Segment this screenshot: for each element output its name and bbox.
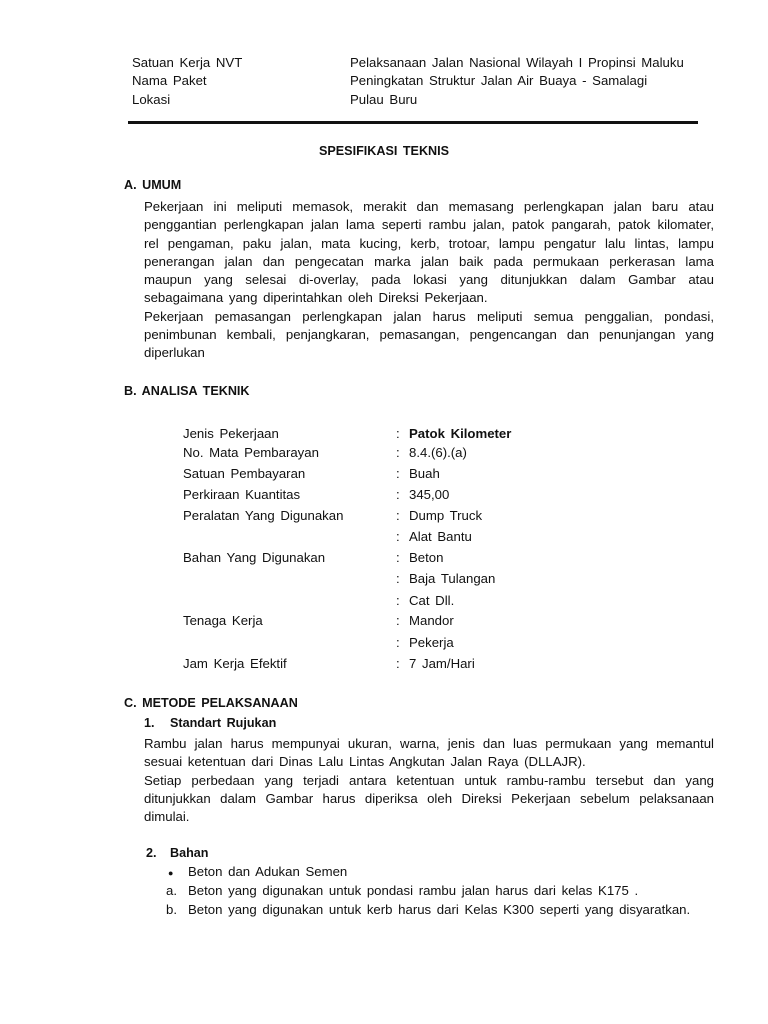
analisa-colon: : xyxy=(396,426,400,441)
analisa-value-bahan-1: Beton xyxy=(409,550,444,565)
subsection-1-paragraph-1: Rambu jalan harus mempunyai ukuran, warna, jenis dan luas permukaan yang memantul sesuai ketentuan dari Dinas Lalu Lintas Angkutan Jalan Raya (DLLAJR). xyxy=(144,736,714,770)
list-item-a-text: Beton yang digunakan untuk pondasi rambu jalan harus dari kelas K175 . xyxy=(188,883,639,898)
analisa-label-perkiraan-kuantitas: Perkiraan Kuantitas xyxy=(183,487,301,502)
header-label-lokasi: Lokasi xyxy=(132,92,171,107)
header-label-satuan-kerja: Satuan Kerja NVT xyxy=(132,55,243,70)
list-item-a-marker: a. xyxy=(166,883,177,898)
section-a-heading: A. UMUM xyxy=(124,178,182,192)
list-item-b-marker: b. xyxy=(166,902,177,917)
analisa-value-tenaga-kerja-1: Mandor xyxy=(409,613,454,628)
analisa-colon: : xyxy=(396,508,400,523)
section-a-paragraph-2: Pekerjaan pemasangan perlengkapan jalan harus meliputi semua penggalian, pondasi, penimbunan kembali, penjangkaran, pemasangan, pengencangan dan penunjangan yang diperlukan xyxy=(144,308,714,361)
analisa-value-tenaga-kerja-2: Pekerja xyxy=(409,635,454,650)
analisa-colon: : xyxy=(396,593,400,608)
analisa-label-jam-kerja: Jam Kerja Efektif xyxy=(183,656,287,671)
analisa-value-satuan-pembayaran: Buah xyxy=(409,466,440,481)
analisa-colon: : xyxy=(396,487,400,502)
header-value-nama-paket: Peningkatan Struktur Jalan Air Buaya - Samalagi xyxy=(350,73,648,88)
section-c-heading: C. METODE PELAKSANAAN xyxy=(124,696,298,710)
analisa-value-peralatan-2: Alat Bantu xyxy=(409,529,472,544)
section-a-paragraph-1: Pekerjaan ini meliputi memasok, merakit dan memasang perlengkapan jalan baru atau penggantian perlengkapan jalan lama seperti rambu jalan, patok pangarah, patok kilomater, rel pengaman, paku jalan, mata kucing, kerb, trotoar, lampu pengatur lalu lintas, lampu penerangan jalan dan pengecatan marka jalan baik pada permukaan perkerasan lama maupun yang selesai di-overlay, pada lokasi yang ditunjukkan dalam Gambar atau sebagaimana yang diperintahkan oleh Direksi Pekerjaan. xyxy=(144,199,714,306)
analisa-value-jam-kerja: 7 Jam/Hari xyxy=(409,656,475,671)
analisa-colon: : xyxy=(396,635,400,650)
analisa-label-no-mata-pembayaran: No. Mata Pembarayan xyxy=(183,445,319,460)
subsection-1-paragraph-2: Setiap perbedaan yang terjadi antara ketentuan untuk rambu-rambu tersebut dan yang ditunjukkan dalam Gambar harus diperiksa oleh Direksi Pekerjaan sebelum pelaksanaan dimulai. xyxy=(144,772,714,825)
analisa-label-satuan-pembayaran: Satuan Pembayaran xyxy=(183,466,306,481)
list-item-b-text: Beton yang digunakan untuk kerb harus dari Kelas K300 seperti yang disyaratkan. xyxy=(188,902,691,917)
subsection-1-body xyxy=(144,735,714,826)
subsection-2-number: 2. xyxy=(146,846,157,860)
header-value-satuan-kerja: Pelaksanaan Jalan Nasional Wilayah I Propinsi Maluku xyxy=(350,55,684,70)
analisa-colon: : xyxy=(396,571,400,586)
subsection-2-title: Bahan xyxy=(170,846,209,860)
analisa-label-jenis-pekerjaan: Jenis Pekerjaan xyxy=(183,426,279,441)
header-value-lokasi: Pulau Buru xyxy=(350,92,418,107)
analisa-colon: : xyxy=(396,550,400,565)
section-a-body xyxy=(144,198,714,363)
analisa-colon: : xyxy=(396,445,400,460)
analisa-value-perkiraan-kuantitas: 345,00 xyxy=(409,487,450,502)
analisa-colon: : xyxy=(396,656,400,671)
analisa-value-bahan-2: Baja Tulangan xyxy=(409,571,496,586)
section-b-heading: B. ANALISA TEKNIK xyxy=(124,384,250,398)
bullet-dot-icon: ● xyxy=(168,868,174,878)
analisa-value-peralatan-1: Dump Truck xyxy=(409,508,483,523)
analisa-colon: : xyxy=(396,466,400,481)
analisa-label-peralatan: Peralatan Yang Digunakan xyxy=(183,508,344,523)
subsection-1-title: Standart Rujukan xyxy=(170,716,277,730)
analisa-label-bahan: Bahan Yang Digunakan xyxy=(183,550,326,565)
header-divider xyxy=(128,121,698,124)
analisa-label-tenaga-kerja: Tenaga Kerja xyxy=(183,613,263,628)
subsection-1-number: 1. xyxy=(144,716,155,730)
header-label-nama-paket: Nama Paket xyxy=(132,73,207,88)
analisa-value-bahan-3: Cat Dll. xyxy=(409,593,455,608)
analisa-colon: : xyxy=(396,529,400,544)
analisa-colon: : xyxy=(396,613,400,628)
analisa-value-no-mata-pembayaran: 8.4.(6).(a) xyxy=(409,445,467,460)
analisa-value-jenis-pekerjaan: Patok Kilometer xyxy=(409,426,512,441)
document-title: SPESIFIKASI TEKNIS xyxy=(318,144,450,158)
bullet-item: Beton dan Adukan Semen xyxy=(188,864,348,879)
